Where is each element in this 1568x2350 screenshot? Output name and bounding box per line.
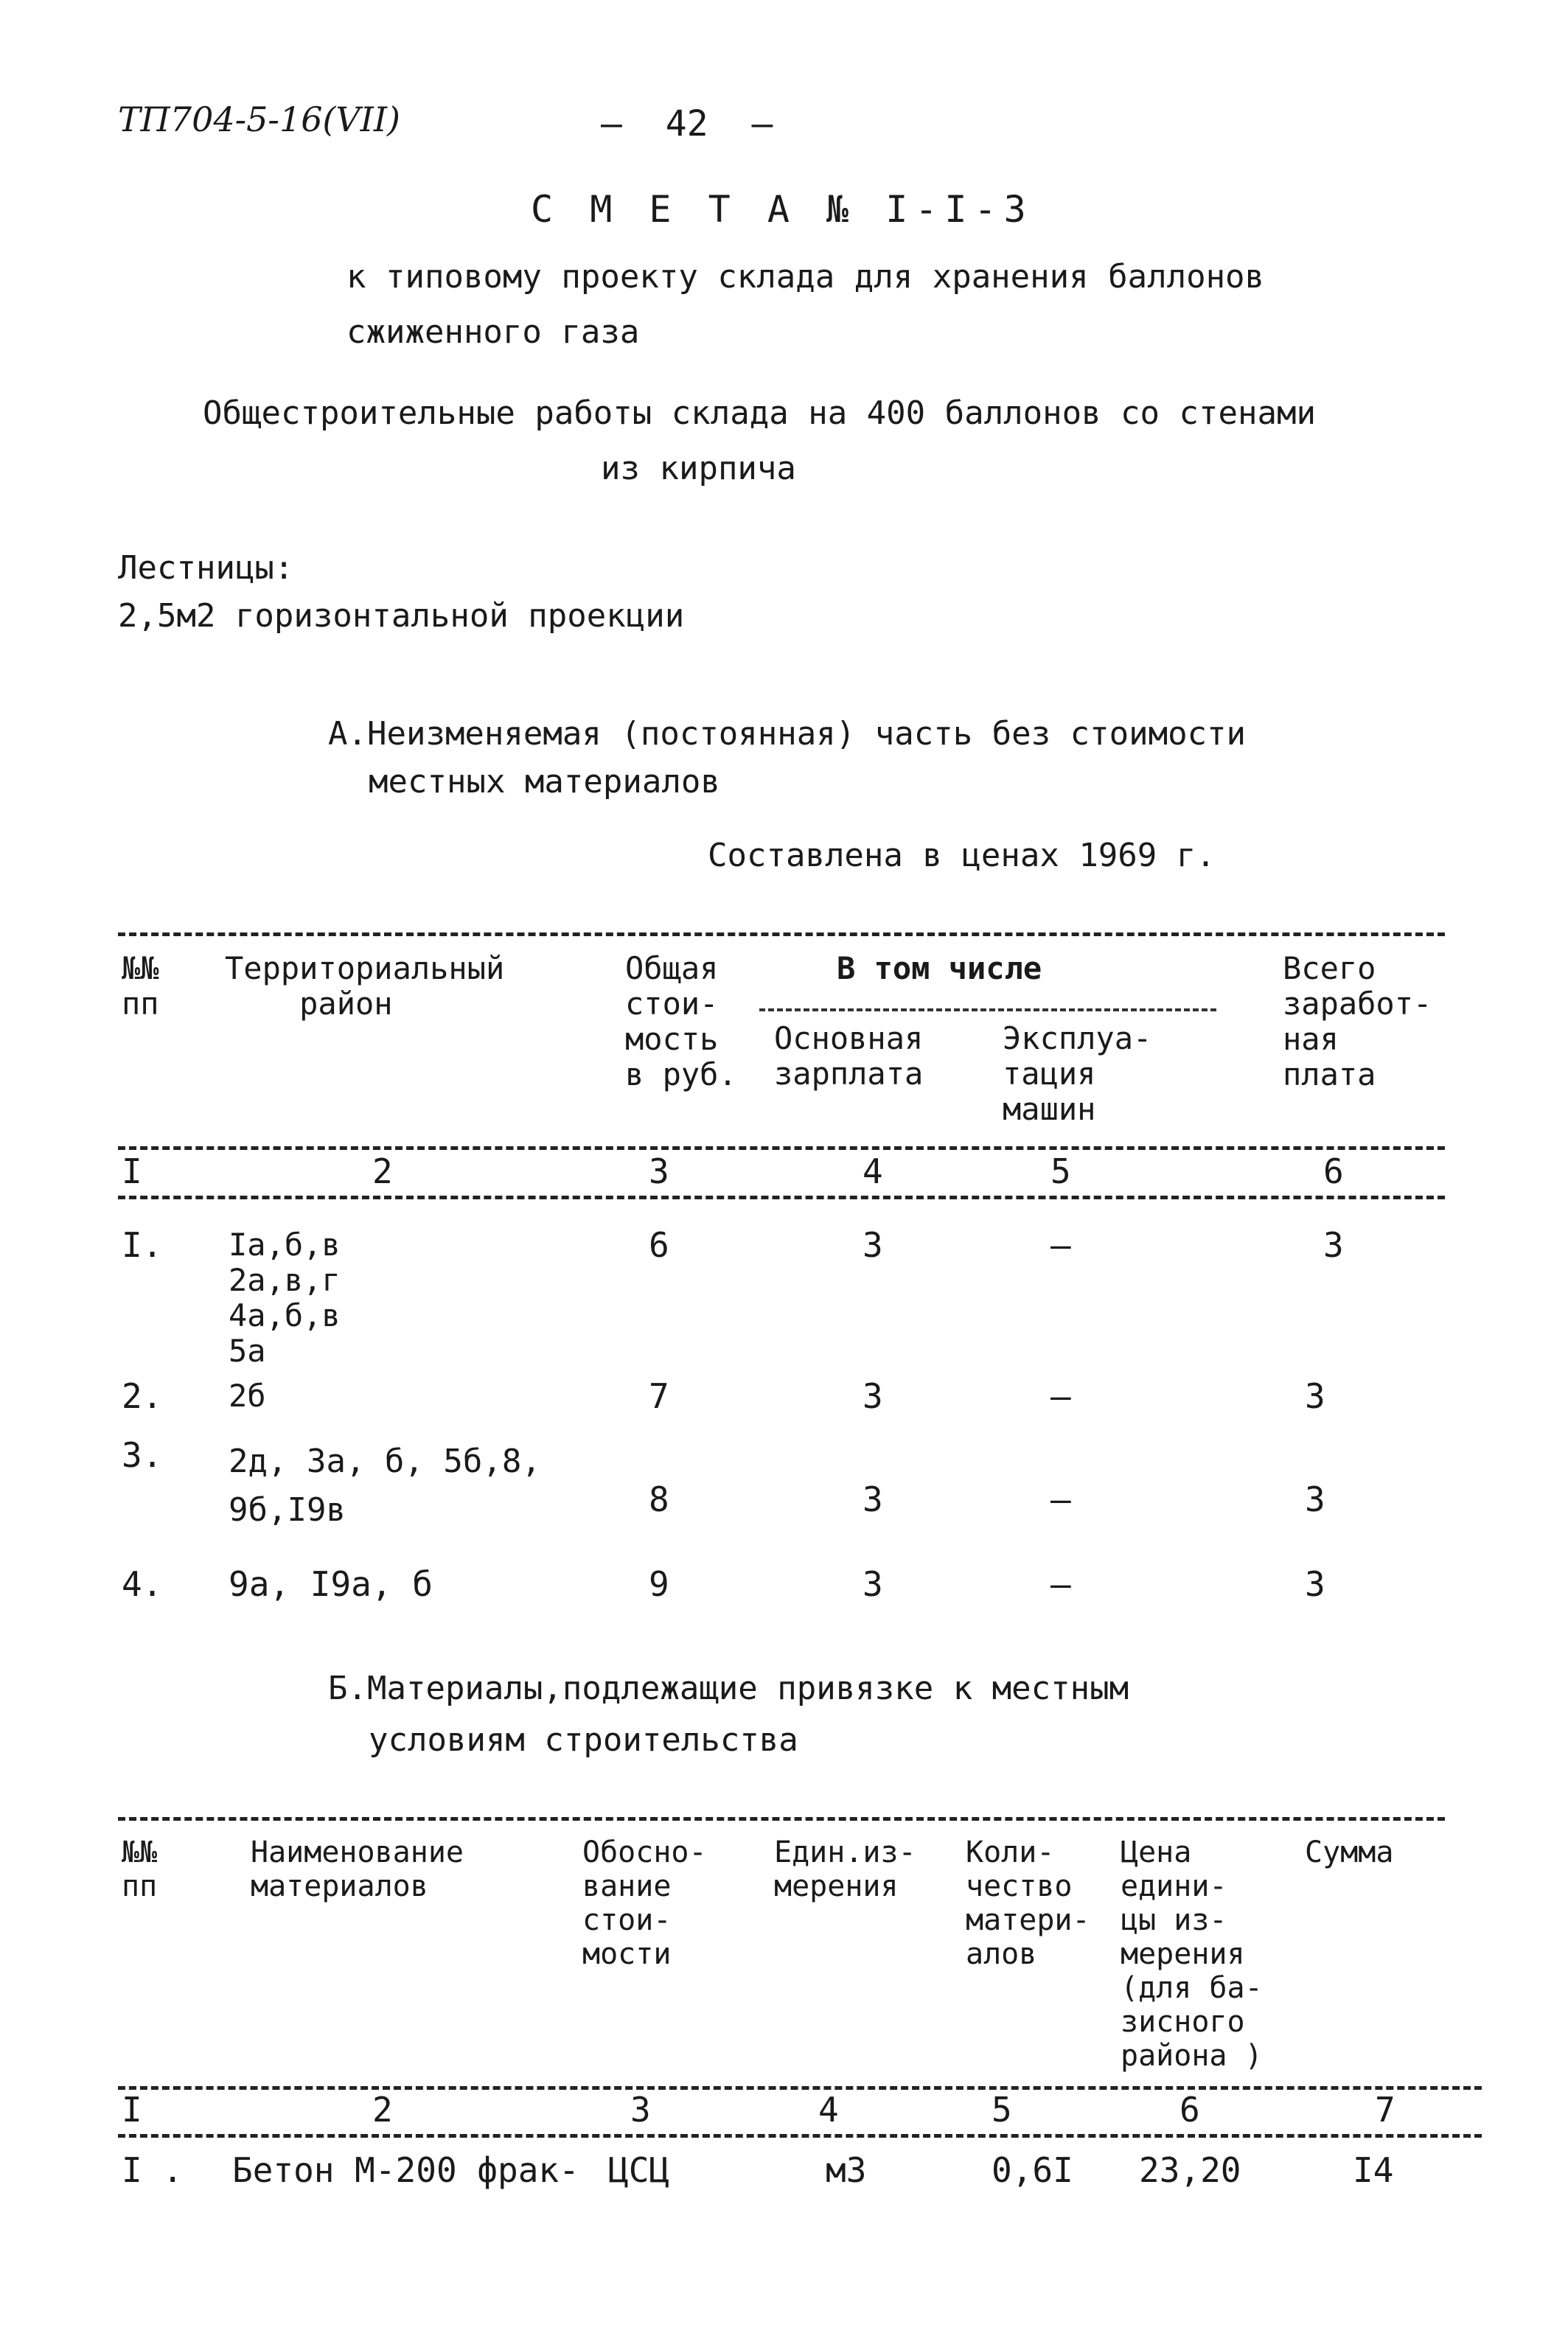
col-sum-header: Сумма — [1305, 1835, 1394, 1869]
row-num: 3. — [122, 1435, 163, 1475]
row-total-wage: 3 — [1323, 1225, 1344, 1265]
table-b-header-rule — [118, 2086, 1482, 2090]
object-label: Лестницы: — [118, 549, 294, 587]
section-a-heading: А.Неизменяемая (постоянная) часть без стоимости — [328, 715, 1247, 753]
col-region-header: Территориальный район — [225, 950, 505, 1022]
row-sum: I4 — [1353, 2150, 1394, 2190]
row-material-name: Бетон М-200 фрак- — [232, 2150, 579, 2190]
col-number-1: I — [122, 2090, 142, 2130]
row-total: 9 — [649, 1564, 669, 1604]
col-total-wage-header: Всего заработ- ная плата — [1283, 950, 1432, 1092]
col-number-6: 6 — [1323, 1151, 1344, 1191]
row-num: I. — [122, 1225, 163, 1265]
col-number-3: 3 — [649, 1151, 669, 1191]
col-total-header: Общая стои- мость в руб. — [625, 950, 737, 1092]
row-region: 9а, I9а, б — [229, 1564, 433, 1604]
page-number: – 42 – — [601, 103, 773, 144]
document-title: С М Е Т А № I-I-3 — [531, 188, 1034, 231]
subtitle-line-1: Общестроительные работы склада на 400 баллонов со стенами — [203, 394, 1316, 432]
row-price: 23,20 — [1139, 2150, 1241, 2190]
title-line-2: сжиженного газа — [346, 313, 640, 351]
col-num-header: №№ пп — [122, 950, 159, 1022]
row-region: Iа,б,в 2а,в,г 4а,б,в 5а — [229, 1227, 341, 1369]
table-b-top-rule — [118, 1817, 1445, 1821]
table-a-numbers-rule — [118, 1196, 1445, 1199]
row-num: 4. — [122, 1564, 163, 1604]
subtitle-line-2: из кирпича — [601, 450, 796, 487]
col-base-wage-header: Основная зарплата — [774, 1020, 924, 1092]
row-qty: 0,6I — [992, 2150, 1073, 2190]
col-price-header: Цена едини- цы из- мерения (для ба- зисного района ) — [1121, 1835, 1263, 2073]
col-number-4: 4 — [863, 1151, 883, 1191]
col-including-header: В том числе — [837, 950, 1042, 986]
row-num: 2. — [122, 1376, 163, 1416]
row-base-wage: 3 — [863, 1564, 883, 1604]
row-total-wage: 3 — [1305, 1479, 1325, 1519]
object-measure: 2,5м2 горизонтальной проекции — [118, 597, 685, 635]
col-unit-header: Един.из- мерения — [774, 1835, 916, 1903]
col-machines-header: Эксплуа- тация машин — [1003, 1020, 1152, 1127]
col-number-2: 2 — [372, 1151, 393, 1191]
title-line-1: к типовому проекту склада для хранения баллонов — [346, 258, 1265, 296]
table-b-numbers-rule — [118, 2134, 1482, 2138]
row-machines: – — [1050, 1479, 1071, 1519]
col-number-5: 5 — [992, 2090, 1012, 2130]
row-basis: ЦСЦ — [608, 2150, 670, 2190]
row-total-wage: 3 — [1305, 1376, 1325, 1416]
row-num: I . — [122, 2150, 184, 2190]
row-total: 6 — [649, 1225, 669, 1265]
col-number-5: 5 — [1050, 1151, 1071, 1191]
section-b-heading-cont: условиям строительства — [369, 1721, 798, 1759]
col-number-6: 6 — [1180, 2090, 1200, 2130]
col-name-header: Наименование материалов — [251, 1835, 464, 1903]
row-region: 2д, 3а, б, 5б,8, 9б,I9в — [229, 1443, 541, 1529]
col-basis-header: Обосно- вание стои- мости — [582, 1835, 707, 1971]
table-a-header-rule — [118, 1146, 1445, 1150]
including-rule — [759, 1008, 1216, 1011]
col-num-header: №№ пп — [122, 1835, 158, 1903]
section-a-heading-cont: местных материалов — [369, 763, 720, 801]
row-total: 8 — [649, 1479, 669, 1519]
row-base-wage: 3 — [863, 1376, 883, 1416]
row-total: 7 — [649, 1376, 669, 1416]
row-unit: м3 — [826, 2150, 867, 2190]
row-base-wage: 3 — [863, 1479, 883, 1519]
row-total-wage: 3 — [1305, 1564, 1325, 1604]
row-base-wage: 3 — [863, 1225, 883, 1265]
col-number-7: 7 — [1375, 2090, 1395, 2130]
section-b-heading: Б.Материалы,подлежащие привязке к местным — [328, 1670, 1129, 1707]
col-number-4: 4 — [818, 2090, 839, 2130]
row-machines: – — [1050, 1376, 1071, 1416]
col-number-2: 2 — [372, 2090, 393, 2130]
col-qty-header: Коли- чество матери- алов — [966, 1835, 1090, 1971]
document-code: ТП704-5-16(VII) — [118, 100, 400, 139]
col-number-3: 3 — [630, 2090, 651, 2130]
row-machines: – — [1050, 1225, 1071, 1265]
col-number-1: I — [122, 1151, 142, 1191]
row-machines: – — [1050, 1564, 1071, 1604]
table-a-top-rule — [118, 932, 1445, 936]
prices-note: Составлена в ценах 1969 г. — [708, 837, 1216, 874]
row-region: 2б — [229, 1378, 266, 1414]
